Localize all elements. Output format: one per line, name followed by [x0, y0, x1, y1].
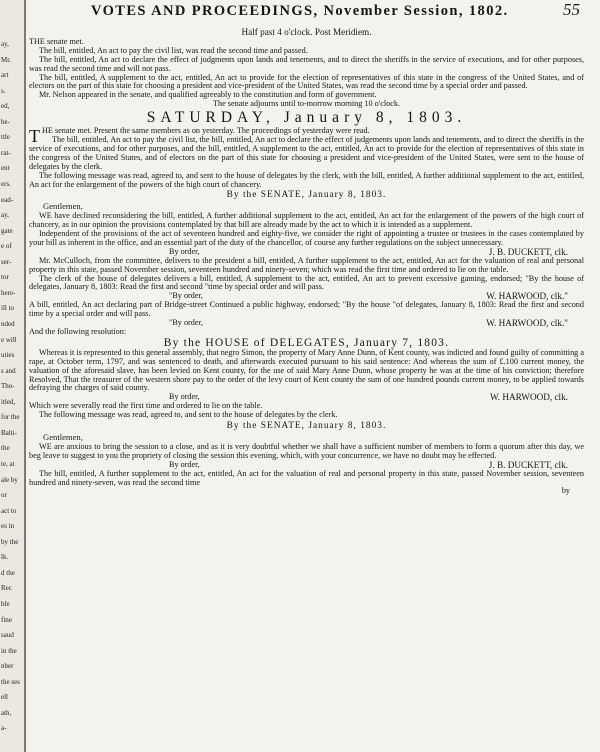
afternoon-paragraph: Mr. Nelson appeared in the senate, and qualified agreeably to the constitution and form of government. [39, 90, 377, 100]
page-text-block [29, 0, 584, 496]
afternoon-heading: Half past 4 o'clock. Post Meridiem. [241, 27, 372, 37]
gutter-fragment: ble [1, 600, 10, 608]
proceeding-paragraph: Mr. McCulloch, from the committee, delivers to the president a bill, entitled, A further supplement to the act, entitled, An act for the valuation of real and personal property in this state, passed November session, seventeen hundred and ninety-seven; which was read the first time and ordered to lie on the table. [29, 255, 584, 274]
gutter-fragment: in the [1, 646, 17, 655]
gutter-fragment: the ses [1, 677, 20, 686]
resolution-paragraph: Whereas it is represented to this general assembly, that negro Simon, the property of Mary Anne Dunn, of Kent county, was indicted and found guilty of committing a rape, at October term, 1797, and was sentenced to death, and afterwards executed pursuant to his said sentence: And whereas the sum of £.100 current money, the valuation of the aforesaid slave, has been levied on Kent county, for the use of said Mary Anne Dunn, whose property he was at the time of his conviction; therefore Resolved, That the treasurer of the western shore pay to the order of the levy court of Kent county the sum of one hundred pounds current money, to be applied towards defraying the charges of said county. [29, 347, 584, 393]
gutter-fragment: Tho- [1, 382, 15, 391]
gutter-fragment: itled, [1, 397, 16, 406]
adjournment-line: The senate adjourns until to-morrow morning 10 o'clock. [212, 99, 401, 109]
gutter-fragment: ttle [1, 133, 10, 142]
gutter-fragment: s and [1, 366, 16, 375]
clerk-signature: W. HARWOOD, clk." [486, 318, 568, 329]
delegates-message-heading: By the HOUSE of DELEGATES, January 7, 1803. [163, 336, 450, 349]
gutter-fragment: nded [1, 320, 15, 328]
senate-message-heading: By the SENATE, January 8, 1803. [226, 421, 387, 432]
gutter-fragment: ead- [1, 195, 14, 204]
clerk-signature: J. B. DUCKETT, clk. [488, 246, 568, 257]
clerk-signature: W. HARWOOD, clk. [489, 392, 568, 403]
gutter-fragment: here- [1, 288, 16, 297]
gutter-fragment: art [1, 71, 9, 80]
afternoon-paragraph: The bill, entitled, An act to declare the effect of judgments upon lands and tenements, and to direct the sheriffs in the service of executions, and for other purposes, was read the second time and will not pass. [29, 54, 584, 73]
gutter-fragment: Mr. [1, 55, 11, 64]
gutter-fragment: ill to [1, 304, 15, 313]
afternoon-paragraph: THE senate met. [29, 36, 84, 46]
saturday-paragraph: The bill, entitled, An act to pay the civil list, the bill, entitled, An act to declare the effect of judgements upon lands and tenements, and to direct the sheriffs in the service of executions, and for other purposes, and the bill, entitled, A supplement to the act, entitled, An act to provide for the election of representatives of this state in the congress of the United States, and of electors on the part of this state for choosing a president and vice-president of the United States, were sent to the house of delegates by the clerk. [29, 134, 584, 171]
gutter-fragment: Balti- [1, 428, 17, 437]
gutter-fragment: or [1, 491, 7, 500]
clerk-signature: W. HARWOOD, clk." [486, 291, 568, 302]
gutter-fragment: act to [1, 506, 17, 515]
by-order-label: "By order, [169, 318, 203, 328]
bill-paragraph: A bill, entitled, An act declaring part of Bridge-street Continued a public highway, endorsed; "By the house "of delegates, January 8, 1803: Read the first and second time by a special order and will pass. [29, 300, 584, 319]
gutter-fragment: saud [1, 631, 14, 640]
gutter-fragment: tor [1, 273, 9, 282]
gutter-fragment: be- [1, 117, 10, 126]
gutter-fragment: a- [1, 724, 7, 733]
running-title: VOTES AND PROCEEDINGS, November Session, 1802. [91, 3, 509, 19]
proceeding-paragraph: Which were severally read the first time and ordered to lie on the table. [29, 401, 263, 411]
afternoon-paragraph: The bill, entitled, A supplement to the act, entitled, An act to provide for the election of representatives of this state in the congress of the United States, and of electors on the part of this state for choosing a president and vice-president of the United States, was read the second time by a special order and passed. [29, 72, 584, 91]
gutter-fragment: ell [1, 693, 8, 702]
gutter-fragment: ay, [1, 211, 9, 220]
by-order-label: By order, [169, 246, 200, 256]
gutter-fragment: e of [1, 242, 12, 251]
page-number: 55 [563, 0, 580, 19]
saturday-opening-text: HE senate met. Present the same members as on yesterday. The proceedings of yesterday were read. [42, 126, 370, 136]
afternoon-paragraph: The bill, entitled, An act to pay the civil list, was read the second time and passed. [39, 45, 308, 55]
by-order-label: "By order, [169, 291, 203, 301]
message-paragraph: WE are anxious to bring the session to a close, and as it is very doubtful whether we shall have a sufficient number of members to form a quorum after this day, we beg leave to suggest to you the propriety of closing the session this evening, which, with your concurrence, we have no doubt may be effected. [29, 441, 584, 460]
gutter-fragment: Rec [1, 584, 12, 593]
by-order-label: By order, [169, 392, 200, 402]
message-paragraph: Independent of the provisions of the act of seventeen hundred and eighty-five, we consider the right of appointing a trustee or trustees in the cases contemplated by your bill as inherent in the office, and an essential part of the duty of the chancellor, of course any further regulations on the subject unnecessary. [29, 229, 584, 247]
gutter-fragment: ath, [1, 708, 12, 717]
gutter-fragment: ed, [1, 102, 10, 111]
gutter-fragment: lk. [1, 553, 9, 562]
gutter-fragment: e will [1, 335, 17, 344]
gutter-fragment: the [1, 444, 10, 453]
by-order-label: By order, [169, 459, 200, 469]
day-heading: SATURDAY, January 8, 1803. [146, 109, 467, 127]
final-paragraph: The bill, entitled, A further supplement to the act, entitled, An act for the valuation of real and personal property in this state, passed November session, seventeen hundred and ninety-seven, was read the second time [29, 468, 584, 487]
gutter-fragment: ale by [1, 475, 18, 484]
gutter-fragment: ser- [1, 257, 12, 266]
page-header [29, 0, 584, 28]
gutter-fragment: fine [1, 615, 12, 624]
gutter-fragment: d the [1, 568, 15, 577]
proceeding-paragraph: The following message was read, agreed to, and sent to the house of delegates by the clerk. [39, 410, 338, 420]
catchword: by [561, 486, 570, 496]
gutter-fragment: ay, [1, 40, 9, 48]
resolution-intro: And the following resolution: [29, 327, 127, 336]
gutter-fragment: te, at [1, 460, 15, 468]
catchword-row [29, 487, 584, 496]
saturday-paragraph: The following message was read, agreed to, and sent to the house of delegates by the clerk, with the bill, entitled, A further additional supplement to the act, entitled, An act for the enlargement of the powers of the high court of chancery. [29, 170, 584, 189]
facing-page-gutter [0, 0, 26, 752]
salutation: Gentlemen, [43, 201, 83, 212]
gutter-fragment: uties [1, 351, 15, 360]
proceeding-paragraph: The clerk of the house of delegates delivers a bill, entitled, A supplement to the act, entitled, An act to prevent excessive gaming, endorsed; "By the house of delegates, January 8, 1803: Read the first and second "time by special order and will pass. [29, 273, 584, 292]
gutter-fragment: by the [1, 537, 19, 546]
gutter-fragment: gate [1, 226, 13, 235]
gutter-fragment: for the [1, 413, 20, 422]
gutter-fragment: ent [1, 164, 10, 173]
message-paragraph: WE have declined reconsidering the bill, entitled, A further additional supplement to the act, entitled, An act for the enlargement of the powers of the high court of chancery, as in our opinion the provisions contemplated by that bill are already made by the act to which it is intended as a supplement. [29, 211, 584, 230]
gutter-fragment: es in [1, 522, 15, 531]
senate-message-heading: By the SENATE, January 8, 1803. [226, 190, 387, 201]
gutter-fragment: ers. [1, 180, 11, 188]
clerk-signature: J. B. DUCKETT, clk. [488, 459, 568, 470]
gutter-fragment: rat- [1, 148, 11, 157]
drop-cap: T [29, 126, 40, 147]
gutter-fragment: nber [1, 662, 14, 671]
salutation: Gentlemen, [43, 431, 83, 442]
gutter-fragment: s. [1, 86, 6, 95]
